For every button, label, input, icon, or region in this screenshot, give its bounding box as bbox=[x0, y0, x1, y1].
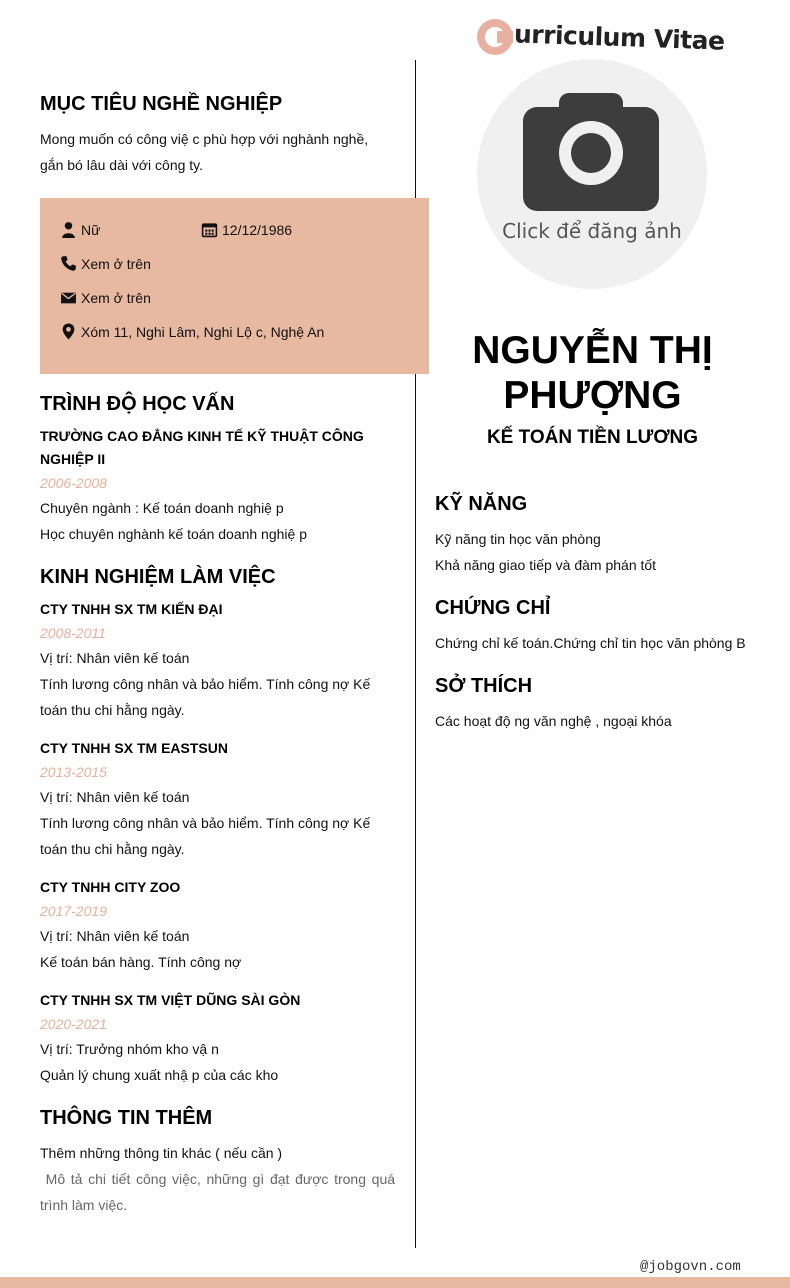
camera-lens-inner bbox=[571, 133, 611, 173]
email-row bbox=[60, 289, 151, 306]
logo-text: urriculum Vitae bbox=[513, 18, 725, 56]
birthdate-value: 12/12/1986 bbox=[222, 221, 293, 238]
candidate-name: NGUYỄN THỊ PHƯỢNG bbox=[472, 329, 713, 417]
envelope-icon bbox=[60, 289, 77, 306]
photo-upload-label: Click để đăng ảnh bbox=[502, 219, 682, 243]
job-years: 2008-2011 bbox=[40, 625, 106, 641]
gender-value: Nữ bbox=[81, 221, 101, 238]
job-company: CTY TNHH SX TM VIỆT DŨNG SÀI GÒN bbox=[40, 992, 301, 1008]
education-years: 2006-2008 bbox=[40, 475, 107, 491]
phone-icon bbox=[60, 255, 77, 272]
address-value: Xóm 11, Nghi Lâm, Nghi Lộ c, Nghệ An bbox=[81, 323, 325, 340]
job-role: Vị trí: Nhân viên kế toán bbox=[40, 928, 190, 944]
education-detail: Học chuyên nghành kế toán doanh nghiệ p bbox=[40, 526, 307, 542]
job-description: Tính lương công nhân và bảo hiểm. Tính công nợ Kế toán thu chi hằng ngày. bbox=[40, 815, 371, 857]
cv-logo bbox=[477, 17, 725, 57]
objective-text: Mong muốn có công việ c phù hợp với nghành nghề, gắn bó lâu dài với công ty. bbox=[40, 131, 369, 173]
education-heading: TRÌNH ĐỘ HỌC VẤN bbox=[40, 393, 235, 415]
job-role: Vị trí: Trưởng nhóm kho vậ n bbox=[40, 1041, 219, 1057]
job-description: Kế toán bán hàng. Tính công nợ bbox=[40, 954, 242, 970]
experience-heading: KINH NGHIỆM LÀM VIỆC bbox=[40, 566, 276, 588]
job-description: Tính lương công nhân và bảo hiểm. Tính công nợ Kế toán thu chi hằng ngày. bbox=[40, 676, 371, 718]
user-icon bbox=[60, 221, 77, 238]
job-description: Quản lý chung xuất nhậ p của các kho bbox=[40, 1067, 279, 1083]
phone-value: Xem ở trên bbox=[81, 255, 151, 272]
birthdate-row bbox=[201, 221, 292, 238]
school-name: TRƯỜNG CAO ĐẲNG KINH TẾ KỸ THUẬT CÔNG NGHIỆP II bbox=[40, 428, 364, 467]
phone-row bbox=[60, 255, 151, 272]
photo-upload[interactable] bbox=[477, 59, 707, 289]
extra-info-description: Mô tả chi tiết công việc, những gì đạt được trong quá trình làm việc. bbox=[40, 1171, 399, 1213]
job-years: 2020-2021 bbox=[40, 1016, 107, 1032]
extra-info-heading: THÔNG TIN THÊM bbox=[40, 1107, 213, 1129]
calendar-icon bbox=[201, 221, 218, 238]
bottom-accent-bar bbox=[0, 1277, 790, 1288]
education-major: Chuyên ngành : Kế toán doanh nghiệ p bbox=[40, 500, 284, 516]
gender-row bbox=[60, 221, 100, 238]
email-value: Xem ở trên bbox=[81, 289, 151, 306]
job-company: CTY TNHH CITY ZOO bbox=[40, 879, 181, 895]
extra-info-line: Thêm những thông tin khác ( nếu cần ) bbox=[40, 1145, 283, 1161]
certificates-heading: CHỨNG CHỈ bbox=[435, 597, 551, 619]
address-row bbox=[60, 323, 324, 340]
hobbies-text: Các hoạt độ ng văn nghệ , ngoại khóa bbox=[435, 713, 672, 729]
candidate-position: KẾ TOÁN TIỀN LƯƠNG bbox=[486, 427, 699, 448]
job-years: 2017-2019 bbox=[40, 903, 107, 919]
job-role: Vị trí: Nhân viên kế toán bbox=[40, 650, 190, 666]
objective-heading: MỤC TIÊU NGHỀ NGHIỆP bbox=[40, 93, 283, 115]
skills-heading: KỸ NĂNG bbox=[435, 493, 528, 515]
hobbies-heading: SỞ THÍCH bbox=[435, 675, 533, 697]
skill-item: Khả năng giao tiếp và đàm phán tốt bbox=[435, 557, 657, 573]
job-company: CTY TNHH SX TM KIẾN ĐẠI bbox=[40, 601, 223, 617]
certificates-text: Chứng chỉ kế toán.Chứng chỉ tin học văn phòng B bbox=[435, 635, 746, 651]
personal-info-box bbox=[40, 198, 429, 374]
job-years: 2013-2015 bbox=[40, 764, 107, 780]
job-company: CTY TNHH SX TM EASTSUN bbox=[40, 740, 228, 756]
job-role: Vị trí: Nhân viên kế toán bbox=[40, 789, 190, 805]
location-pin-icon bbox=[60, 323, 77, 340]
watermark: @jobgovn.com bbox=[640, 1259, 741, 1275]
skill-item: Kỹ năng tin học văn phòng bbox=[435, 531, 601, 547]
logo-c-mark bbox=[477, 19, 513, 55]
